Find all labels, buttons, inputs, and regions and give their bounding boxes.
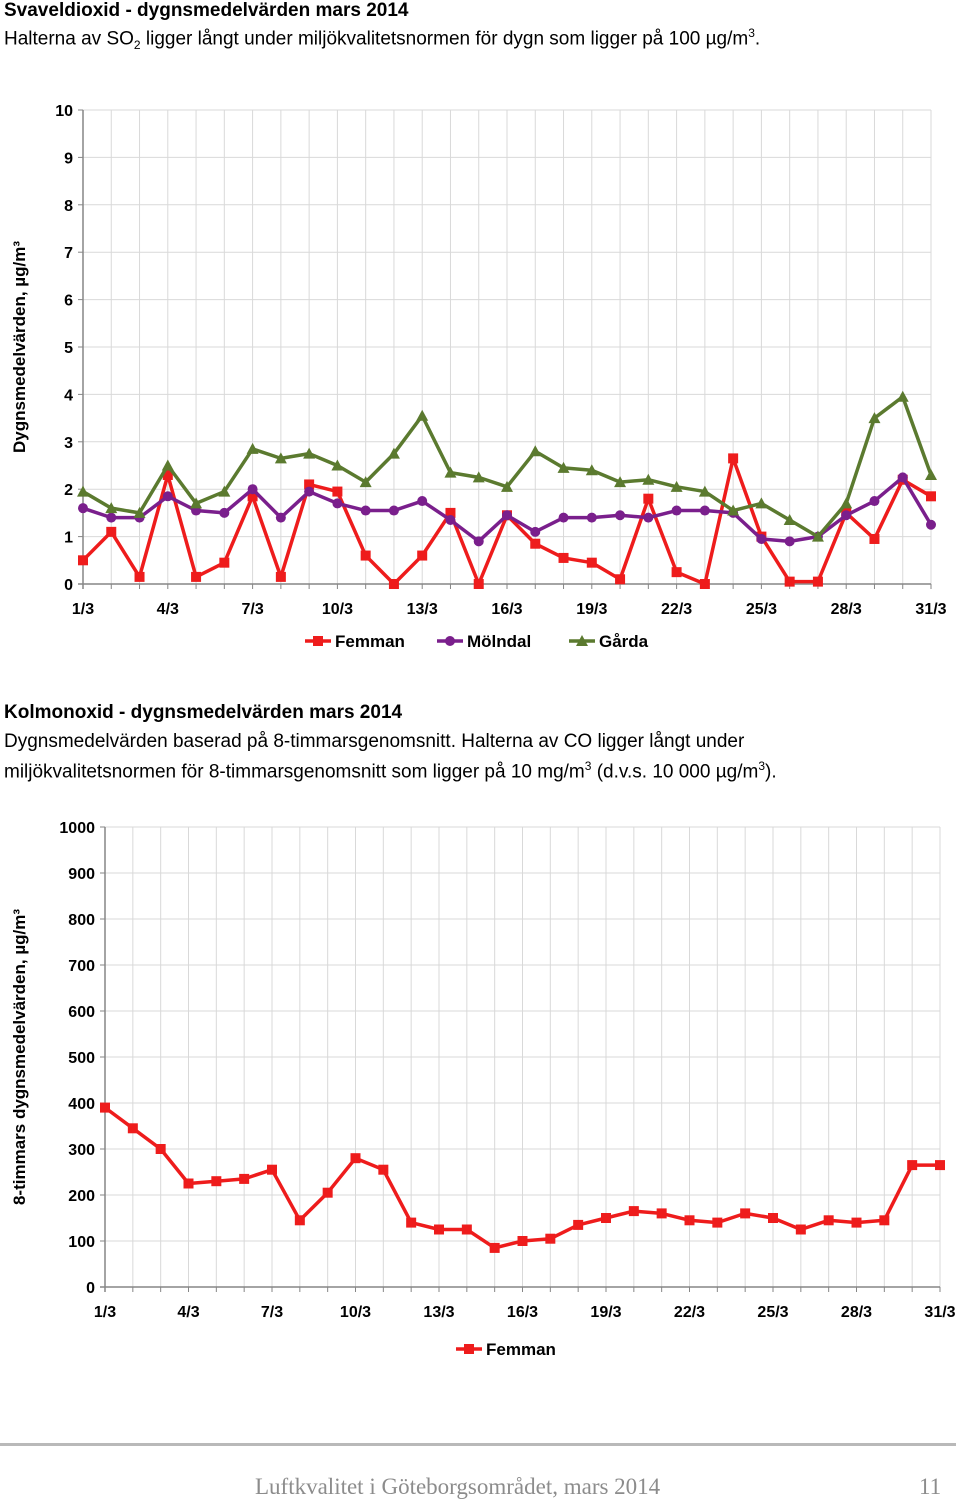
data-point xyxy=(106,513,116,523)
data-point xyxy=(785,536,795,546)
co-text-c: ). xyxy=(765,761,777,783)
x-tick-label: 19/3 xyxy=(590,1304,622,1321)
legend-marker xyxy=(464,1344,474,1354)
data-point xyxy=(869,496,879,506)
x-tick-label: 16/3 xyxy=(506,1304,539,1321)
data-point xyxy=(248,484,258,494)
data-point xyxy=(852,1218,862,1228)
x-tick-label: 31/3 xyxy=(915,601,947,618)
data-point xyxy=(361,506,371,516)
data-point xyxy=(643,513,653,523)
data-point xyxy=(615,510,625,520)
data-point xyxy=(629,1206,639,1216)
x-tick-label: 28/3 xyxy=(840,1304,873,1321)
y-tick-label: 800 xyxy=(68,912,95,929)
data-point xyxy=(351,1153,361,1163)
data-point xyxy=(898,472,908,482)
data-point xyxy=(295,1215,305,1225)
y-tick-label: 8 xyxy=(64,197,73,215)
data-point xyxy=(643,494,653,504)
data-point xyxy=(672,506,682,516)
data-point xyxy=(601,1213,611,1223)
y-tick-label: 4 xyxy=(64,387,73,405)
x-tick-label: 4/3 xyxy=(156,601,179,618)
x-tick-label: 28/3 xyxy=(830,601,862,618)
data-point xyxy=(417,496,427,506)
data-point xyxy=(434,1225,444,1235)
data-point xyxy=(879,1215,889,1225)
data-point xyxy=(530,527,540,537)
data-point xyxy=(712,1218,722,1228)
data-point xyxy=(156,1144,166,1154)
data-point xyxy=(276,513,286,523)
y-tick-label: 0 xyxy=(86,1280,95,1297)
x-tick-label: 25/3 xyxy=(757,1304,789,1321)
data-point xyxy=(406,1218,416,1228)
y-tick-label: 200 xyxy=(68,1188,95,1205)
legend-label: Femman xyxy=(335,632,405,651)
legend-label: Mölndal xyxy=(467,632,532,651)
page-number: 11 xyxy=(919,1474,942,1499)
y-tick-label: 1000 xyxy=(59,820,95,837)
co-superscript-2: 3 xyxy=(758,759,766,773)
data-point xyxy=(389,579,399,589)
data-point xyxy=(615,574,625,584)
data-point xyxy=(587,513,597,523)
x-tick-label: 7/3 xyxy=(241,601,264,618)
footer-title: Luftkvalitet i Göteborgsområdet, mars 2014 xyxy=(255,1474,661,1499)
so2-superscript: 3 xyxy=(748,26,755,40)
data-point xyxy=(474,579,484,589)
y-tick-label: 1 xyxy=(64,529,73,547)
data-point xyxy=(304,487,314,497)
y-tick-label: 2 xyxy=(64,482,73,500)
x-tick-label: 16/3 xyxy=(491,601,523,618)
data-point xyxy=(78,503,88,513)
so2-text-c: . xyxy=(754,28,761,50)
x-tick-label: 22/3 xyxy=(673,1304,706,1321)
y-tick-label: 10 xyxy=(55,103,73,120)
data-point xyxy=(907,1160,917,1170)
footer-divider xyxy=(0,1443,956,1446)
legend-label: Gårda xyxy=(599,632,649,651)
data-point xyxy=(587,558,597,568)
data-point xyxy=(740,1208,750,1218)
y-tick-label: 500 xyxy=(68,1050,95,1067)
data-point xyxy=(559,553,569,563)
y-tick-label: 600 xyxy=(68,1004,95,1021)
so2-subscript: 2 xyxy=(133,38,141,53)
x-tick-label: 22/3 xyxy=(661,601,693,618)
y-tick-label: 5 xyxy=(64,340,73,357)
x-tick-label: 13/3 xyxy=(406,601,438,618)
y-tick-label: 3 xyxy=(64,434,73,452)
x-tick-label: 1/3 xyxy=(93,1304,117,1321)
y-axis-title: Dygnsmedelvärden, µg/m³ xyxy=(10,241,29,453)
data-point xyxy=(768,1213,778,1223)
co-description-line2 xyxy=(4,759,777,783)
x-tick-label: 13/3 xyxy=(423,1304,455,1321)
data-point xyxy=(163,491,173,501)
y-axis-title: 8-timmars dygnsmedelvärden, µg/m³ xyxy=(10,908,29,1206)
data-point xyxy=(128,1123,138,1133)
data-point xyxy=(462,1225,472,1235)
co-text-b: (d.v.s. 10 000 µg/m xyxy=(591,761,759,783)
data-point xyxy=(106,527,116,537)
data-point xyxy=(841,510,851,520)
data-point xyxy=(191,572,201,582)
data-point xyxy=(700,579,710,589)
data-point xyxy=(378,1165,388,1175)
so2-heading: Svaveldioxid - dygnsmedelvärden mars 2014 xyxy=(4,0,409,21)
data-point xyxy=(700,506,710,516)
y-tick-label: 300 xyxy=(68,1142,95,1159)
data-point xyxy=(239,1174,249,1184)
data-point xyxy=(332,498,342,508)
y-tick-label: 0 xyxy=(64,577,73,594)
data-point xyxy=(135,572,145,582)
data-point xyxy=(219,558,229,568)
data-point xyxy=(573,1220,583,1230)
so2-description xyxy=(4,26,760,52)
data-point xyxy=(796,1225,806,1235)
so2-text-a: Halterna av SO xyxy=(4,28,134,50)
data-point xyxy=(926,491,936,501)
data-point xyxy=(530,539,540,549)
legend xyxy=(456,1340,556,1359)
data-point xyxy=(323,1188,333,1198)
so2-line-chart xyxy=(0,90,960,670)
x-tick-label: 31/3 xyxy=(924,1304,956,1321)
co-superscript-1: 3 xyxy=(584,759,592,773)
data-point xyxy=(728,453,738,463)
data-point xyxy=(389,506,399,516)
data-point xyxy=(785,577,795,587)
y-tick-label: 700 xyxy=(68,958,95,975)
data-point xyxy=(935,1160,945,1170)
legend-marker xyxy=(445,636,455,646)
data-point xyxy=(184,1179,194,1189)
data-point xyxy=(502,510,512,520)
data-point xyxy=(672,567,682,577)
data-point xyxy=(685,1215,695,1225)
y-tick-label: 6 xyxy=(64,292,73,310)
x-tick-label: 4/3 xyxy=(177,1304,200,1321)
data-point xyxy=(78,555,88,565)
x-tick-label: 25/3 xyxy=(745,601,777,618)
data-point xyxy=(869,534,879,544)
data-point xyxy=(332,487,342,497)
legend xyxy=(305,632,649,651)
data-point xyxy=(518,1236,528,1246)
data-point xyxy=(211,1176,221,1186)
data-point xyxy=(445,515,455,525)
legend-label: Femman xyxy=(486,1340,556,1359)
data-point xyxy=(559,513,569,523)
data-point xyxy=(824,1215,834,1225)
y-tick-label: 900 xyxy=(68,866,95,883)
data-point xyxy=(926,520,936,530)
data-point xyxy=(361,551,371,561)
data-point xyxy=(490,1243,500,1253)
so2-text-b: ligger långt under miljökvalitetsnormen för dygn som ligger på 100 µg/m xyxy=(140,28,749,50)
data-point xyxy=(276,572,286,582)
y-tick-label: 7 xyxy=(64,245,73,263)
y-tick-label: 400 xyxy=(68,1096,95,1113)
y-tick-label: 9 xyxy=(64,150,73,168)
x-tick-label: 10/3 xyxy=(339,1304,372,1321)
data-point xyxy=(545,1234,555,1244)
x-tick-label: 10/3 xyxy=(321,601,353,618)
co-text-a: miljökvalitetsnormen för 8-timmarsgenomsnitt som ligger på 10 mg/m xyxy=(4,761,585,783)
x-tick-label: 1/3 xyxy=(71,601,95,618)
y-tick-label: 100 xyxy=(68,1234,95,1251)
data-point xyxy=(100,1103,110,1113)
data-point xyxy=(267,1165,277,1175)
data-point xyxy=(219,508,229,518)
data-point xyxy=(813,577,823,587)
co-line-chart xyxy=(0,805,960,1375)
data-point xyxy=(657,1208,667,1218)
co-description-line1: Dygnsmedelvärden baserad på 8-timmarsgenomsnitt. Halterna av CO ligger långt under xyxy=(4,731,745,752)
data-point xyxy=(417,551,427,561)
x-tick-label: 19/3 xyxy=(576,601,608,618)
data-point xyxy=(756,534,766,544)
x-tick-label: 7/3 xyxy=(260,1304,284,1321)
data-point xyxy=(474,536,484,546)
co-heading: Kolmonoxid - dygnsmedelvärden mars 2014 xyxy=(4,702,403,723)
legend-marker xyxy=(313,636,323,646)
